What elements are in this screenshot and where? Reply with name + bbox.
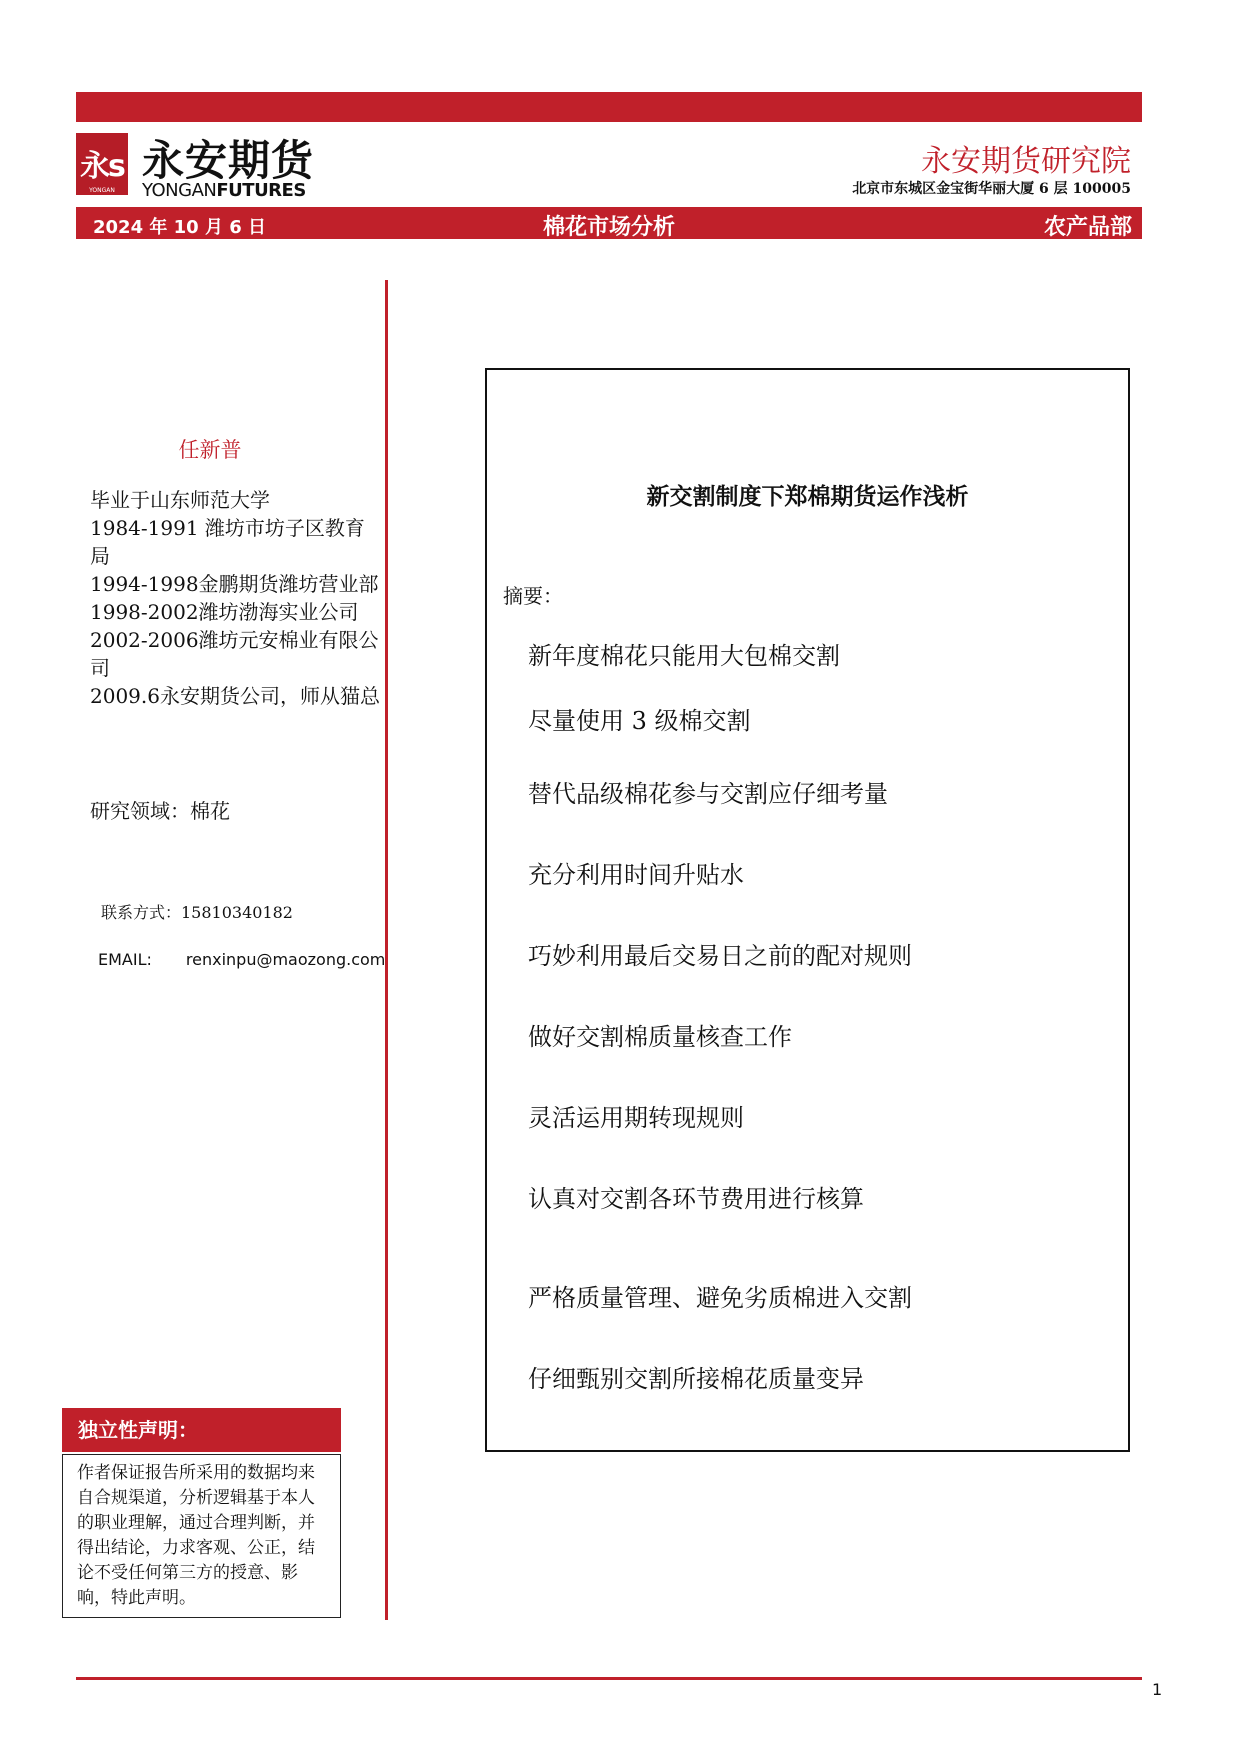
institute-name: 永安期货研究院: [921, 144, 1131, 179]
author-name: 任新普: [178, 438, 242, 462]
report-title: 新交割制度下郑棉期货运作浅析: [646, 484, 969, 510]
abstract-point: 替代品级棉花参与交割应仔细考量: [528, 780, 888, 808]
declaration-title: 独立性声明：: [62, 1408, 341, 1452]
bio-line: 2002-2006潍坊元安棉业有限公司: [90, 628, 379, 680]
contact-phone: 联系方式：15810340182: [101, 903, 293, 922]
bio-line: 2009.6永安期货公司，师从猫总: [90, 684, 380, 708]
abstract-point: 做好交割棉质量核查工作: [528, 1023, 792, 1051]
abstract-point: 认真对交割各环节费用进行核算: [528, 1185, 864, 1213]
footer-red-line: [76, 1677, 1142, 1680]
report-header-band: [76, 207, 1142, 239]
abstract-point: 仔细甄别交割所接棉花质量变异: [528, 1365, 864, 1393]
logo-en-part-a: YONGAN: [142, 180, 217, 201]
abstract-point: 尽量使用 3 级棉交割: [528, 707, 751, 735]
research-field: 研究领域：棉花: [90, 799, 230, 823]
abstract-point: 新年度棉花只能用大包棉交割: [528, 642, 840, 670]
page-number: 1: [1152, 1680, 1163, 1699]
logo-chinese-name: 永安期货: [142, 136, 315, 185]
abstract-point: 严格质量管理、避免劣质棉进入交割: [528, 1284, 912, 1312]
email-link[interactable]: renxinpu@maozong.com: [185, 950, 386, 969]
logo-english-name: [142, 180, 306, 201]
yongan-logo-icon: [76, 133, 128, 195]
abstract-point: 充分利用时间升贴水: [528, 861, 744, 889]
logo-glyph: 永s: [80, 149, 124, 184]
top-red-bar: [76, 92, 1142, 122]
logo-small-text: YONGAN: [89, 187, 115, 194]
author-bio: [90, 486, 380, 710]
abstract-label: 摘要：: [503, 584, 563, 608]
declaration-text: 作者保证报告所采用的数据均来自合规渠道，分析逻辑基于本人的职业理解，通过合理判断，并得出结论，力求客观、公正，结论不受任何第三方的授意、影响，特此声明。: [62, 1454, 341, 1618]
bio-line: 毕业于山东师范大学: [90, 488, 270, 512]
abstract-point: 巧妙利用最后交易日之前的配对规则: [528, 942, 912, 970]
bio-line: 1998-2002潍坊渤海实业公司: [90, 600, 359, 624]
abstract-point: 灵活运用期转现规则: [528, 1104, 744, 1132]
contact-email: [98, 950, 385, 969]
column-divider: [385, 280, 388, 1620]
email-label: EMAIL:: [98, 950, 152, 969]
logo-en-part-b: FUTURES: [216, 180, 306, 201]
bio-line: 1994-1998金鹏期货潍坊营业部: [90, 572, 379, 596]
institute-address: 北京市东城区金宝街华丽大厦 6 层 100005: [852, 181, 1131, 197]
report-category: 棉花市场分析: [542, 215, 675, 240]
report-date: 2024 年 10 月 6 日: [93, 217, 267, 238]
report-department: 农产品部: [1043, 215, 1132, 240]
bio-line: 1984-1991 潍坊市坊子区教育局: [90, 516, 365, 568]
